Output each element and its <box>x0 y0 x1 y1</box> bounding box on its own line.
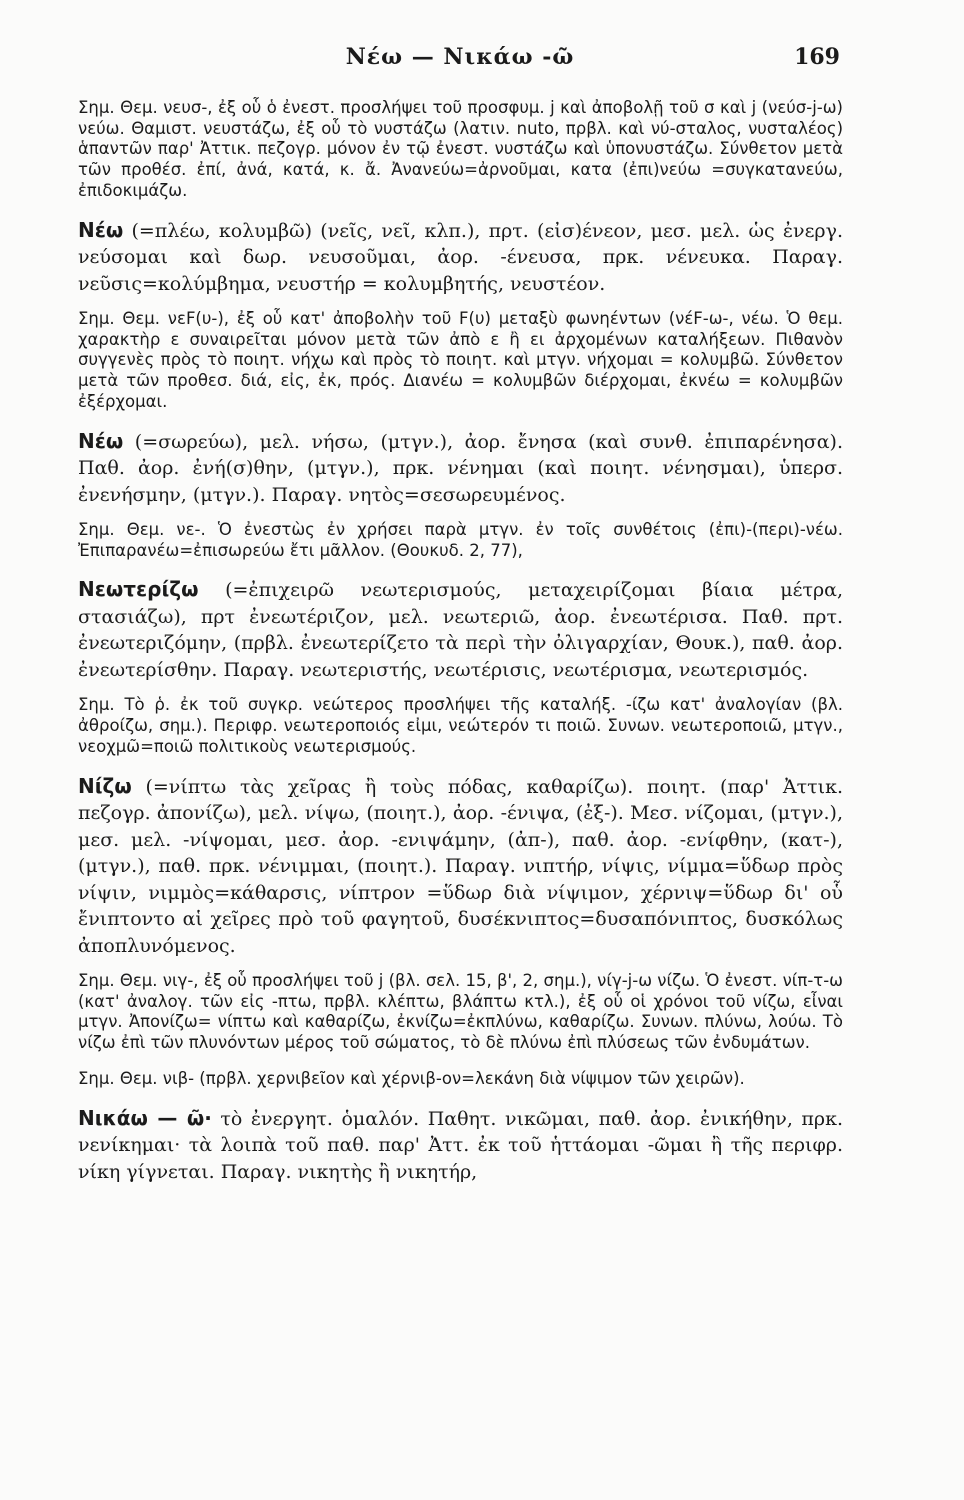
note-block: Σημ. Θεμ. νε-. Ὁ ἐνεστὼς ἐν χρήσει παρὰ μτγν. ἐν τοῖς συνθέτοις (ἐπι)-(περι)-νέω. Ἐπιπαρανέω=ἐπισωρεύω ἔτι μᾶλλον. (Θουκυδ. 2, 77), <box>78 520 843 560</box>
dictionary-entry <box>78 428 843 509</box>
dictionary-entry <box>78 773 843 960</box>
entry-text: (=ἐπιχειρῶ νεωτερισμούς, μεταχειρίζομαι βίαια μέτρα, στασιάζω), πρτ ἐνεωτέριζον, μελ. νεωτεριῶ, ἀορ. ἐνεωτέρισα. Παθ. πρτ. ἐνεωτεριζόμην, (πρβλ. ἐνεωτερίζετο τὰ περὶ τὴν ὀλιγαρχίαν, Θουκ.), παθ. ἀορ. ἐνεωτερίσθην. Παραγ. νεωτεριστής, νεωτέρισις, νεωτέρισμα, νεωτερισμός. <box>78 579 843 681</box>
note-block: Σημ. Τὸ ῥ. ἐκ τοῦ συγκρ. νεώτερος προσλήψει τῆς καταλήξ. -ίζω κατ' ἀναλογίαν (βλ. ἀθροίζω, σημ.). Περιφρ. νεωτεροποιός εἰμι, νεώτερόν τι ποιῶ. Συνων. νεωτεροποιῶ, μτγν., νεοχμῶ=ποιῶ πολιτικοὺς νεωτερισμούς. <box>78 695 843 756</box>
entry-text: (=σωρεύω), μελ. νήσω, (μτγν.), ἀορ. ἔνησα (καὶ συνθ. ἐπιπαρένησα). Παθ. ἀορ. ἐνή(σ)θην, (μτγν.), πρκ. νένημαι (καὶ ποιητ. νένησμαι), ὑπερσ. ἐνενήσμην, (μτγν.). Παραγ. νητὸς=σεσωρευμένος. <box>78 430 843 506</box>
entry-lemma: Νικάω — ῶ· <box>78 1105 212 1130</box>
note-block: Σημ. Θεμ. νεF(υ-), ἐξ οὗ κατ' ἀποβολὴν τοῦ F(υ) μεταξὺ φωνηέντων (νέF-ω-, νέω. Ὁ θεμ. χαρακτὴρ ε συναιρεῖται μόνον μετὰ τῶν ἀπὸ ε ἢ ει ἀρχομένων καταλήξεων. Πιθανὸν συγγενὲς πρὸς τὸ ποιητ. νήχω καὶ πρὸς τὸ ποιητ. καὶ μτγν. νήχομαι = κολυμβῶ. Σύνθετον μετὰ τῶν προθεσ. διά, εἰς, ἐκ, πρός. Διανέω = κολυμβῶν διέρχομαι, ἐκνέω = κολυμβῶν ἐξέρχομαι. <box>78 309 843 411</box>
page-number: 169 <box>794 44 840 70</box>
entry-text: (=νίπτω τὰς χεῖρας ἢ τοὺς πόδας, καθαρίζω). ποιητ. (παρ' Ἀττικ. πεζογρ. ἀπονίζω), μελ. νίψω, (ποιητ.), ἀορ. -ένιψα, (ἐξ-). Μεσ. νίζομαι, (μτγν.), μεσ. μελ. -νίψομαι, μεσ. ἀορ. -ενιψάμην, (ἀπ-), παθ. ἀορ. -ενίφθην, (κατ-), (μτγν.), παθ. πρκ. νένιμμαι, (ποιητ.). Παραγ. νιπτήρ, νίψις, νίμμα=ὕδωρ πρὸς νίψιν, νιμμὸς=κάθαρσις, νίπτρον =ὕδωρ διὰ νίψιμον, χέρνιψ=ὕδωρ δι' οὗ ἔνιπτοντο αἱ χεῖρες πρὸ τοῦ φαγητοῦ, δυσέκνιπτος=δυσαπόνιπτος, δυσκόλως ἀποπλυνόμενος. <box>78 775 843 957</box>
entry-lemma: Νέω <box>78 217 124 242</box>
entry-text: (=πλέω, κολυμβῶ) (νεῖς, νεῖ, κλπ.), πρτ. (εἰσ)ένεον, μεσ. μελ. ὡς ἐνεργ. νεύσομαι καὶ δωρ. νευσοῦμαι, ἀορ. -ένευσα, πρκ. νένευκα. Παραγ. νεῦσις=κολύμβημα, νευστήρ = κολυμβητής, νευστέον. <box>78 219 843 295</box>
page-body <box>78 98 843 1197</box>
entry-lemma: Νίζω <box>78 773 132 798</box>
entry-text: τὸ ἐνεργητ. ὁμαλόν. Παθητ. νικῶμαι, παθ. ἀορ. ἐνικήθην, πρκ. νενίκημαι· τὰ λοιπὰ τοῦ παθ. παρ' Ἀττ. ἐκ τοῦ ἡττάομαι -ῶμαι ἢ τῆς περιφρ. νίκη γίγνεται. Παραγ. νικητὴς ἢ νικητήρ, <box>78 1107 843 1183</box>
running-title: Νέω — Νικάω -ῶ <box>345 44 575 70</box>
note-block: Σημ. Θεμ. νευσ-, ἐξ οὗ ὁ ἐνεστ. προσλήψει τοῦ προσφυμ. j καὶ ἀποβολῇ τοῦ σ καὶ j (νεύσ-j-ω) νεύω. Θαμιστ. νευστάζω, ἐξ οὗ τὸ νυστάζω (λατιν. nuto, πρβλ. καὶ νύ-σταλος, νυσταλέος) ἁπαντῶν παρ' Ἀττικ. πεζογρ. μόνον ἐν τῷ ἐνεστ. νυστάζω καὶ ὑπονυστάζω. Σύνθετον μετὰ τῶν προθέσ. ἐπί, ἀνά, κατά, κ. ἄ. Ἀνανεύω=ἀρνοῦμαι, κατα (ἐπι)νεύω =συγκατανεύω, ἐπιδοκιμάζω. <box>78 98 843 200</box>
page-header <box>80 44 840 78</box>
note-block: Σημ. Θεμ. νιβ- (πρβλ. χερνιβεῖον καὶ χέρνιβ-ον=λεκάνη διὰ νίψιμον τῶν χειρῶν). <box>78 1068 745 1088</box>
note-block: Σημ. Θεμ. νιγ-, ἐξ οὗ προσλήψει τοῦ j (βλ. σελ. 15, β', 2, σημ.), νίγ-j-ω νίζω. Ὁ ἐνεστ. νίπ-τ-ω (κατ' ἀναλογ. τῶν εἰς -πτω, πρβλ. κλέπτω, βλάπτω κτλ.), ἐξ οὗ οἱ χρόνοι τοῦ νίζω, εἶναι μτγν. Ἀπονίζω= νίπτω καὶ καθαρίζω, ἐκνίζω=ἐκπλύνω, καθαρίζω. Συνων. πλύνω, λούω. Τὸ νίζω ἐπὶ τῶν πλυνόντων μέρος τοῦ σώματος, τὸ δὲ πλύνω ἐπὶ πλύσεως τῶν ἐνδυμάτων. <box>78 971 843 1053</box>
entry-lemma: Νέω <box>78 428 124 453</box>
dictionary-entry <box>78 217 843 298</box>
dictionary-entry <box>78 576 843 683</box>
dictionary-entry <box>78 1105 843 1186</box>
entry-lemma: Νεωτερίζω <box>78 577 199 602</box>
